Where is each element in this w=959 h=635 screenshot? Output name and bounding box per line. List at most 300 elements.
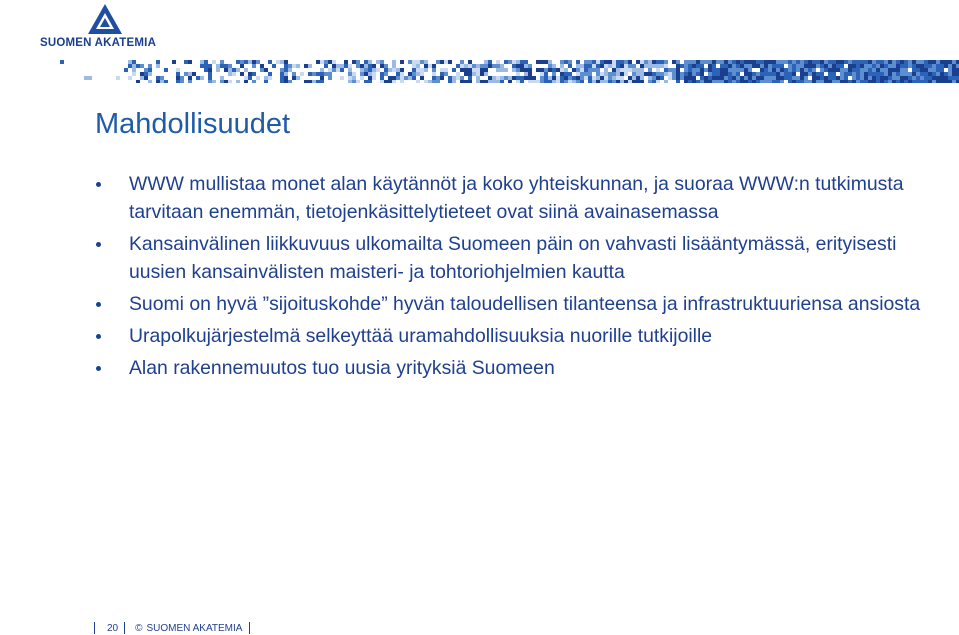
band-pixel — [244, 60, 248, 64]
band-pixel — [608, 80, 612, 83]
band-pixel — [392, 76, 396, 80]
band-pixel — [744, 64, 748, 68]
band-pixel — [784, 68, 788, 72]
band-pixel — [748, 68, 752, 72]
band-pixel — [860, 60, 864, 64]
band-pixel — [196, 76, 200, 80]
band-pixel — [776, 72, 780, 76]
band-pixel — [248, 72, 252, 76]
band-pixel — [656, 80, 660, 83]
band-pixel — [600, 60, 604, 64]
band-pixel — [864, 72, 868, 76]
band-pixel — [592, 80, 596, 83]
band-pixel — [904, 80, 908, 83]
band-pixel — [640, 68, 644, 72]
band-pixel — [392, 60, 396, 64]
band-pixel — [732, 60, 736, 64]
band-pixel — [496, 68, 500, 72]
band-pixel — [252, 64, 256, 68]
band-pixel — [584, 64, 588, 68]
band-pixel — [416, 80, 420, 83]
band-pixel — [436, 80, 440, 83]
band-pixel — [500, 76, 504, 80]
band-pixel — [748, 64, 752, 68]
bullet-item — [96, 290, 926, 318]
band-pixel — [692, 76, 696, 80]
band-pixel — [916, 64, 920, 68]
band-pixel — [936, 76, 940, 80]
band-pixel — [264, 68, 268, 72]
band-pixel — [212, 60, 216, 64]
band-pixel — [340, 76, 344, 80]
band-pixel — [388, 68, 392, 72]
band-pixel — [852, 60, 856, 64]
band-pixel — [796, 64, 800, 68]
band-pixel — [736, 60, 740, 64]
band-pixel — [384, 80, 388, 83]
band-pixel — [512, 64, 516, 68]
band-pixel — [924, 72, 928, 76]
band-pixel — [760, 80, 764, 83]
band-pixel — [616, 76, 620, 80]
band-pixel — [368, 72, 372, 76]
band-pixel — [736, 68, 740, 72]
band-pixel — [360, 64, 364, 68]
bullet-text: WWW mullistaa monet alan käytännöt ja koko yhteiskunnan, ja suoraa WWW:n tutkimusta tarvitaan enemmän, tietojenkäsittelytieteet ovat siinä avainasemassa — [129, 173, 904, 223]
bullet-dot-icon — [96, 242, 101, 247]
band-pixel — [908, 76, 912, 80]
band-pixel — [636, 72, 640, 76]
band-pixel — [728, 64, 732, 68]
band-pixel — [424, 68, 428, 72]
band-pixel — [560, 72, 564, 76]
band-pixel — [540, 68, 544, 72]
band-pixel — [872, 60, 876, 64]
band-pixel — [772, 64, 776, 68]
band-pixel — [476, 64, 480, 68]
band-pixel — [648, 60, 652, 64]
band-pixel — [904, 64, 908, 68]
band-pixel — [464, 80, 468, 83]
band-pixel — [836, 80, 840, 83]
band-pixel — [88, 76, 92, 80]
band-pixel — [600, 72, 604, 76]
band-pixel — [172, 60, 176, 64]
band-pixel — [852, 68, 856, 72]
band-pixel — [708, 64, 712, 68]
band-pixel — [780, 76, 784, 80]
bullet-dot-icon — [96, 366, 101, 371]
band-pixel — [604, 72, 608, 76]
band-pixel — [780, 68, 784, 72]
band-pixel — [444, 72, 448, 76]
band-pixel — [608, 60, 612, 64]
band-pixel — [816, 64, 820, 68]
band-pixel — [828, 60, 832, 64]
band-pixel — [696, 60, 700, 64]
band-pixel — [536, 80, 540, 83]
band-pixel — [616, 68, 620, 72]
band-pixel — [400, 68, 404, 72]
band-pixel — [332, 64, 336, 68]
band-pixel — [320, 72, 324, 76]
band-pixel — [948, 64, 952, 68]
band-pixel — [864, 64, 868, 68]
band-pixel — [320, 76, 324, 80]
band-pixel — [520, 68, 524, 72]
band-pixel — [400, 60, 404, 64]
band-pixel — [820, 60, 824, 64]
band-pixel — [164, 68, 168, 72]
band-pixel — [592, 60, 596, 64]
band-pixel — [160, 76, 164, 80]
band-pixel — [520, 80, 524, 83]
band-pixel — [220, 76, 224, 80]
band-pixel — [584, 76, 588, 80]
band-pixel — [764, 64, 768, 68]
band-pixel — [400, 76, 404, 80]
band-pixel — [944, 76, 948, 80]
band-pixel — [912, 72, 916, 76]
band-pixel — [704, 68, 708, 72]
band-pixel — [176, 68, 180, 72]
band-pixel — [128, 60, 132, 64]
band-pixel — [540, 60, 544, 64]
band-pixel — [948, 80, 952, 83]
band-pixel — [448, 60, 452, 64]
band-pixel — [916, 68, 920, 72]
band-pixel — [804, 80, 808, 83]
band-pixel — [516, 68, 520, 72]
band-pixel — [244, 68, 248, 72]
band-pixel — [944, 72, 948, 76]
slide-title: Mahdollisuudet — [95, 108, 291, 140]
band-pixel — [572, 80, 576, 83]
band-pixel — [856, 64, 860, 68]
band-pixel — [736, 80, 740, 83]
band-pixel — [684, 80, 688, 83]
band-pixel — [476, 80, 480, 83]
band-pixel — [804, 68, 808, 72]
band-pixel — [708, 72, 712, 76]
band-pixel — [476, 76, 480, 80]
band-pixel — [876, 68, 880, 72]
band-pixel — [460, 76, 464, 80]
band-pixel — [916, 72, 920, 76]
band-pixel — [324, 60, 328, 64]
band-pixel — [640, 72, 644, 76]
band-pixel — [924, 80, 928, 83]
band-pixel — [800, 64, 804, 68]
band-pixel — [784, 60, 788, 64]
band-pixel — [628, 68, 632, 72]
band-pixel — [776, 80, 780, 83]
band-pixel — [816, 60, 820, 64]
band-pixel — [652, 72, 656, 76]
band-pixel — [624, 80, 628, 83]
band-pixel — [900, 80, 904, 83]
band-pixel — [488, 80, 492, 83]
band-pixel — [612, 60, 616, 64]
band-pixel — [448, 80, 452, 83]
band-pixel — [788, 68, 792, 72]
band-pixel — [692, 72, 696, 76]
band-pixel — [472, 72, 476, 76]
band-pixel — [788, 80, 792, 83]
band-pixel — [564, 80, 568, 83]
band-pixel — [692, 68, 696, 72]
band-pixel — [544, 80, 548, 83]
band-pixel — [412, 76, 416, 80]
band-pixel — [632, 76, 636, 80]
band-pixel — [408, 60, 412, 64]
band-pixel — [748, 80, 752, 83]
band-pixel — [932, 60, 936, 64]
band-pixel — [560, 80, 564, 83]
band-pixel — [944, 60, 948, 64]
band-pixel — [488, 76, 492, 80]
band-pixel — [228, 80, 232, 83]
band-pixel — [872, 80, 876, 83]
band-pixel — [824, 68, 828, 72]
band-pixel — [764, 68, 768, 72]
band-pixel — [668, 68, 672, 72]
band-pixel — [912, 60, 916, 64]
band-pixel — [608, 64, 612, 68]
band-pixel — [808, 80, 812, 83]
band-pixel — [304, 80, 308, 83]
band-pixel — [676, 68, 680, 72]
band-pixel — [700, 64, 704, 68]
band-pixel — [840, 72, 844, 76]
band-pixel — [528, 68, 532, 72]
band-pixel — [888, 68, 892, 72]
band-pixel — [308, 64, 312, 68]
copyright-symbol: © — [135, 622, 143, 634]
band-pixel — [180, 80, 184, 83]
band-pixel — [596, 64, 600, 68]
band-pixel — [452, 80, 456, 83]
band-pixel — [588, 80, 592, 83]
band-pixel — [632, 64, 636, 68]
band-pixel — [744, 80, 748, 83]
band-pixel — [268, 72, 272, 76]
band-pixel — [664, 72, 668, 76]
band-pixel — [292, 76, 296, 80]
band-pixel — [464, 68, 468, 72]
bullet-item — [96, 322, 926, 350]
band-pixel — [896, 60, 900, 64]
band-pixel — [860, 76, 864, 80]
band-pixel — [508, 60, 512, 64]
band-pixel — [648, 76, 652, 80]
bullet-text: Urapolkujärjestelmä selkeyttää uramahdollisuuksia nuorille tutkijoille — [129, 325, 713, 347]
band-pixel — [552, 76, 556, 80]
band-pixel — [348, 72, 352, 76]
band-pixel — [188, 72, 192, 76]
band-pixel — [432, 76, 436, 80]
band-pixel — [548, 80, 552, 83]
band-pixel — [772, 72, 776, 76]
band-pixel — [708, 60, 712, 64]
band-pixel — [880, 76, 884, 80]
band-pixel — [148, 64, 152, 68]
band-pixel — [280, 68, 284, 72]
band-pixel — [688, 80, 692, 83]
band-pixel — [684, 64, 688, 68]
band-pixel — [576, 80, 580, 83]
band-pixel — [884, 80, 888, 83]
band-pixel — [264, 76, 268, 80]
band-pixel — [752, 72, 756, 76]
band-pixel — [720, 80, 724, 83]
band-pixel — [912, 80, 916, 83]
band-pixel — [736, 72, 740, 76]
band-pixel — [432, 68, 436, 72]
band-pixel — [808, 60, 812, 64]
band-pixel — [380, 80, 384, 83]
band-pixel — [336, 68, 340, 72]
band-pixel — [528, 72, 532, 76]
band-pixel — [636, 60, 640, 64]
band-pixel — [240, 64, 244, 68]
band-pixel — [180, 76, 184, 80]
band-pixel — [832, 68, 836, 72]
band-pixel — [500, 64, 504, 68]
band-pixel — [388, 80, 392, 83]
band-pixel — [468, 64, 472, 68]
band-pixel — [664, 80, 668, 83]
band-pixel — [780, 64, 784, 68]
band-pixel — [712, 80, 716, 83]
band-pixel — [564, 60, 568, 64]
band-pixel — [892, 76, 896, 80]
band-pixel — [656, 68, 660, 72]
band-pixel — [772, 76, 776, 80]
band-pixel — [880, 68, 884, 72]
band-pixel — [740, 76, 744, 80]
band-pixel — [296, 64, 300, 68]
band-pixel — [952, 80, 956, 83]
band-pixel — [924, 68, 928, 72]
band-pixel — [624, 60, 628, 64]
band-pixel — [788, 72, 792, 76]
band-pixel — [444, 68, 448, 72]
band-pixel — [140, 64, 144, 68]
band-pixel — [516, 72, 520, 76]
band-pixel — [772, 80, 776, 83]
band-pixel — [900, 76, 904, 80]
band-pixel — [556, 68, 560, 72]
band-pixel — [500, 68, 504, 72]
band-pixel — [872, 68, 876, 72]
band-pixel — [868, 72, 872, 76]
band-pixel — [368, 60, 372, 64]
band-pixel — [864, 80, 868, 83]
band-pixel — [716, 72, 720, 76]
band-pixel — [660, 64, 664, 68]
band-pixel — [944, 80, 948, 83]
band-pixel — [264, 80, 268, 83]
band-pixel — [856, 76, 860, 80]
band-pixel — [204, 68, 208, 72]
band-pixel — [780, 80, 784, 83]
band-pixel — [812, 80, 816, 83]
band-pixel — [528, 80, 532, 83]
band-pixel — [280, 72, 284, 76]
band-pixel — [540, 76, 544, 80]
band-pixel — [512, 68, 516, 72]
band-pixel — [620, 64, 624, 68]
band-pixel — [136, 80, 140, 83]
band-pixel — [236, 60, 240, 64]
band-pixel — [840, 76, 844, 80]
band-pixel — [940, 72, 944, 76]
band-pixel — [284, 64, 288, 68]
band-pixel — [688, 64, 692, 68]
band-pixel — [692, 64, 696, 68]
band-pixel — [484, 60, 488, 64]
band-pixel — [612, 80, 616, 83]
band-pixel — [268, 60, 272, 64]
band-pixel — [884, 68, 888, 72]
band-pixel — [736, 64, 740, 68]
band-pixel — [544, 60, 548, 64]
band-pixel — [364, 60, 368, 64]
band-pixel — [584, 60, 588, 64]
band-pixel — [720, 64, 724, 68]
band-pixel — [292, 64, 296, 68]
band-pixel — [132, 68, 136, 72]
band-pixel — [884, 76, 888, 80]
band-pixel — [604, 68, 608, 72]
band-pixel — [724, 80, 728, 83]
band-pixel — [484, 72, 488, 76]
band-pixel — [368, 76, 372, 80]
band-pixel — [176, 76, 180, 80]
band-pixel — [328, 60, 332, 64]
band-pixel — [424, 64, 428, 68]
band-pixel — [344, 60, 348, 64]
band-pixel — [548, 76, 552, 80]
band-pixel — [828, 72, 832, 76]
band-pixel — [756, 72, 760, 76]
band-pixel — [612, 72, 616, 76]
band-pixel — [248, 76, 252, 80]
band-pixel — [672, 76, 676, 80]
band-pixel — [680, 72, 684, 76]
band-pixel — [652, 64, 656, 68]
footer-divider — [124, 622, 125, 634]
band-pixel — [876, 64, 880, 68]
band-pixel — [696, 72, 700, 76]
band-pixel — [656, 64, 660, 68]
band-pixel — [440, 60, 444, 64]
band-pixel — [224, 80, 228, 83]
band-pixel — [256, 60, 260, 64]
band-pixel — [260, 68, 264, 72]
band-pixel — [380, 64, 384, 68]
band-pixel — [820, 76, 824, 80]
band-pixel — [832, 64, 836, 68]
band-pixel — [452, 76, 456, 80]
band-pixel — [928, 72, 932, 76]
band-pixel — [684, 76, 688, 80]
band-pixel — [804, 64, 808, 68]
band-pixel — [864, 76, 868, 80]
band-pixel — [904, 76, 908, 80]
band-pixel — [572, 68, 576, 72]
